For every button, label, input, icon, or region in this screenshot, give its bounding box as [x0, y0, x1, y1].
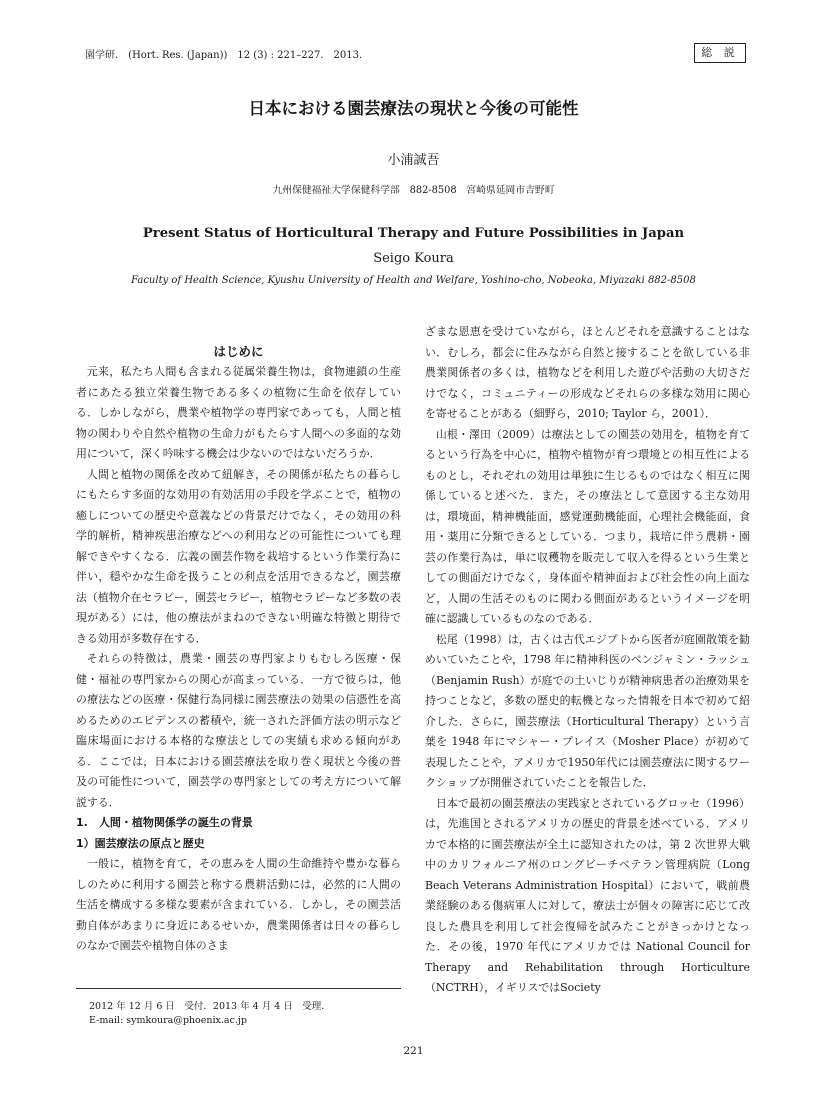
- footnote-divider: [76, 988, 401, 989]
- body-paragraph: 日本で最初の園芸療法の実践家とされているグロッセ（1996）は，先進国とされるアメリカの歴史的背景を述べている．アメリカで本格的に園芸療法が全土に認知されたのは，第 2 次世界大戦中のカリフォルニア州のロングビーチベテラン管理病院（Long Beach Veterans Administration Hospital）において，戦前農業経験のある傷病軍人に対して，療法士が個々の障害に応じて改良した農具を利用して社会復帰を試みたことがきっかけとなった．その後，1970 年代にアメリカでは National Council for Therapy and Rehabilitation through Horticulture（NCTRH），イギリスではSociety: [425, 796, 750, 994]
- author-english: Seigo Koura: [373, 251, 454, 266]
- email-address: E-mail: symkoura@phoenix.ac.jp: [89, 1015, 247, 1026]
- body-paragraph: それらの特徴は，農業・園芸の専門家よりもむしろ医療・保健・福祉の専門家からの関心が高まっている．一方で彼らは，他の療法などの医療・保健行為同様に園芸療法の効果の信憑性を高めるためのエビデンスの蓄積や，統一された評価方法の明示など臨床場面における本格的な療法としての実績も求める傾向がある．ここでは，日本における園芸療法を取り巻く現状と今後の普及の可能性について，園芸学の専門家としての考え方について解説する．: [76, 652, 401, 809]
- intro-heading: はじめに: [213, 344, 264, 359]
- affiliation-english: Faculty of Health Science, Kyushu University of Health and Welfare, Yoshino-cho, Nobeoka, Miyazaki 882-8508: [131, 275, 696, 286]
- footnote: [89, 1000, 331, 1028]
- subsection-heading: 1）園芸療法の原点と歴史: [76, 836, 205, 850]
- title-japanese: 日本における園芸療法の現状と今後の可能性: [248, 99, 579, 118]
- affiliation-japanese: 九州保健福祉大学保健科学部 882-8508 宮崎県延岡市吉野町: [272, 185, 555, 196]
- page-number: 221: [403, 1045, 424, 1057]
- author-japanese: 小浦誠吾: [387, 153, 440, 168]
- left-column: [76, 362, 401, 957]
- body-paragraph: 山根・澤田（2009）は療法としての園芸の効用を，植物を育てるという行為を中心に，植物や植物が育つ環境との相互性によるものとし，それぞれの効用は単独に生じるものではなく相互に関係していると述べた．また，その療法として意図する主な効用は，環境面，精神機能面，感覚運動機能面，心理社会機能面，食用・薬用に分類できるとしている．つまり，栽培に伴う農耕・園芸の作業行為は，単に収穫物を販売して収入を得るという生業としての側面だけでなく，身体面や精神面および社会性の向上面など，人間の生活そのものに関わる側面があるというイメージを明確に認識しているものなのである．: [425, 427, 750, 625]
- journal-citation: 園学研. (Hort. Res. (Japan)) 12 (3) : 221–227. 2013.: [85, 50, 363, 61]
- section-heading: 1. 人間・植物関係学の誕生の背景: [76, 816, 253, 829]
- body-paragraph: ざまな恩恵を受けていながら，ほとんどそれを意識することはない．むしろ，都会に住みながら自然と接することを欲している非農業関係者の多くは，植物などを利用した遊びや活動の大切さだけでなく，コミュニティーの形成などそれらの多様な効用に関心を寄せることがある（細野ら，2010; Taylor ら，2001）．: [425, 325, 750, 420]
- received-dates: 2012 年 12 月 6 日 受付．2013 年 4 月 4 日 受理．: [89, 1001, 331, 1012]
- body-paragraph: 元来，私たち人間も含まれる従属栄養生物は，食物連鎖の生産者にあたる独立栄養生物である多くの植物に生命を依存している．しかしながら，農業や植物学の専門家であっても，人間と植物の関わりや自然や植物の生命力がもたらす人間への多面的な効用について，深く吟味する機会は少ないのではないだろうか．: [76, 365, 401, 460]
- article-type-badge: 総 説: [694, 43, 746, 63]
- title-english: Present Status of Horticultural Therapy and Future Possibilities in Japan: [142, 226, 685, 241]
- right-column: [425, 322, 750, 999]
- body-paragraph: 一般に，植物を育て，その恵みを人間の生命維持や豊かな暮らしのために利用する園芸と称する農耕活動には，必然的に人間の生活を構成する多様な要素が含まれている．しかし，その園芸活動自体があまりに身近にあるせいか，農業関係者は日々の暮らしのなかで園芸や植物自体のさま: [76, 857, 401, 952]
- body-paragraph: 人間と植物の関係を改めて紐解き，その関係が私たちの暮らしにもたらす多面的な効用の有効活用の手段を学ぶことで，植物の癒しについての歴史や意義などの背景だけでなく，その効用の科学的解析，精神疾患治療などへの利用などの可能性についても理解できやすくなる．広義の園芸作物を栽培するという作業行為に伴い，穏やかな生命を扱うことの利点を活用できるなど，園芸療法（植物介在セラピー，園芸セラピー，植物セラピーなど多数の表現がある）には，他の療法がまねのできない明確な特徴と期待できる効用が多数存在する．: [76, 467, 401, 645]
- body-paragraph: 松尾（1998）は，古くは古代エジプトから医者が庭園散策を勧めいていたことや，1798 年に精神科医のベンジャミン・ラッシュ（Benjamin Rush）が庭での土いじりが精神病患者の治療効果を持つことなど，多数の歴史的転機となった情報を日本で初めて紹介した．さらに，園芸療法（Horticultural Therapy）という言葉を 1948 年にマシャー・プレイス（Mosher Place）が初めて表現したことや，アメリカで1950年代には園芸療法に関するワークショップが開催されていたことを報告した．: [425, 632, 750, 789]
